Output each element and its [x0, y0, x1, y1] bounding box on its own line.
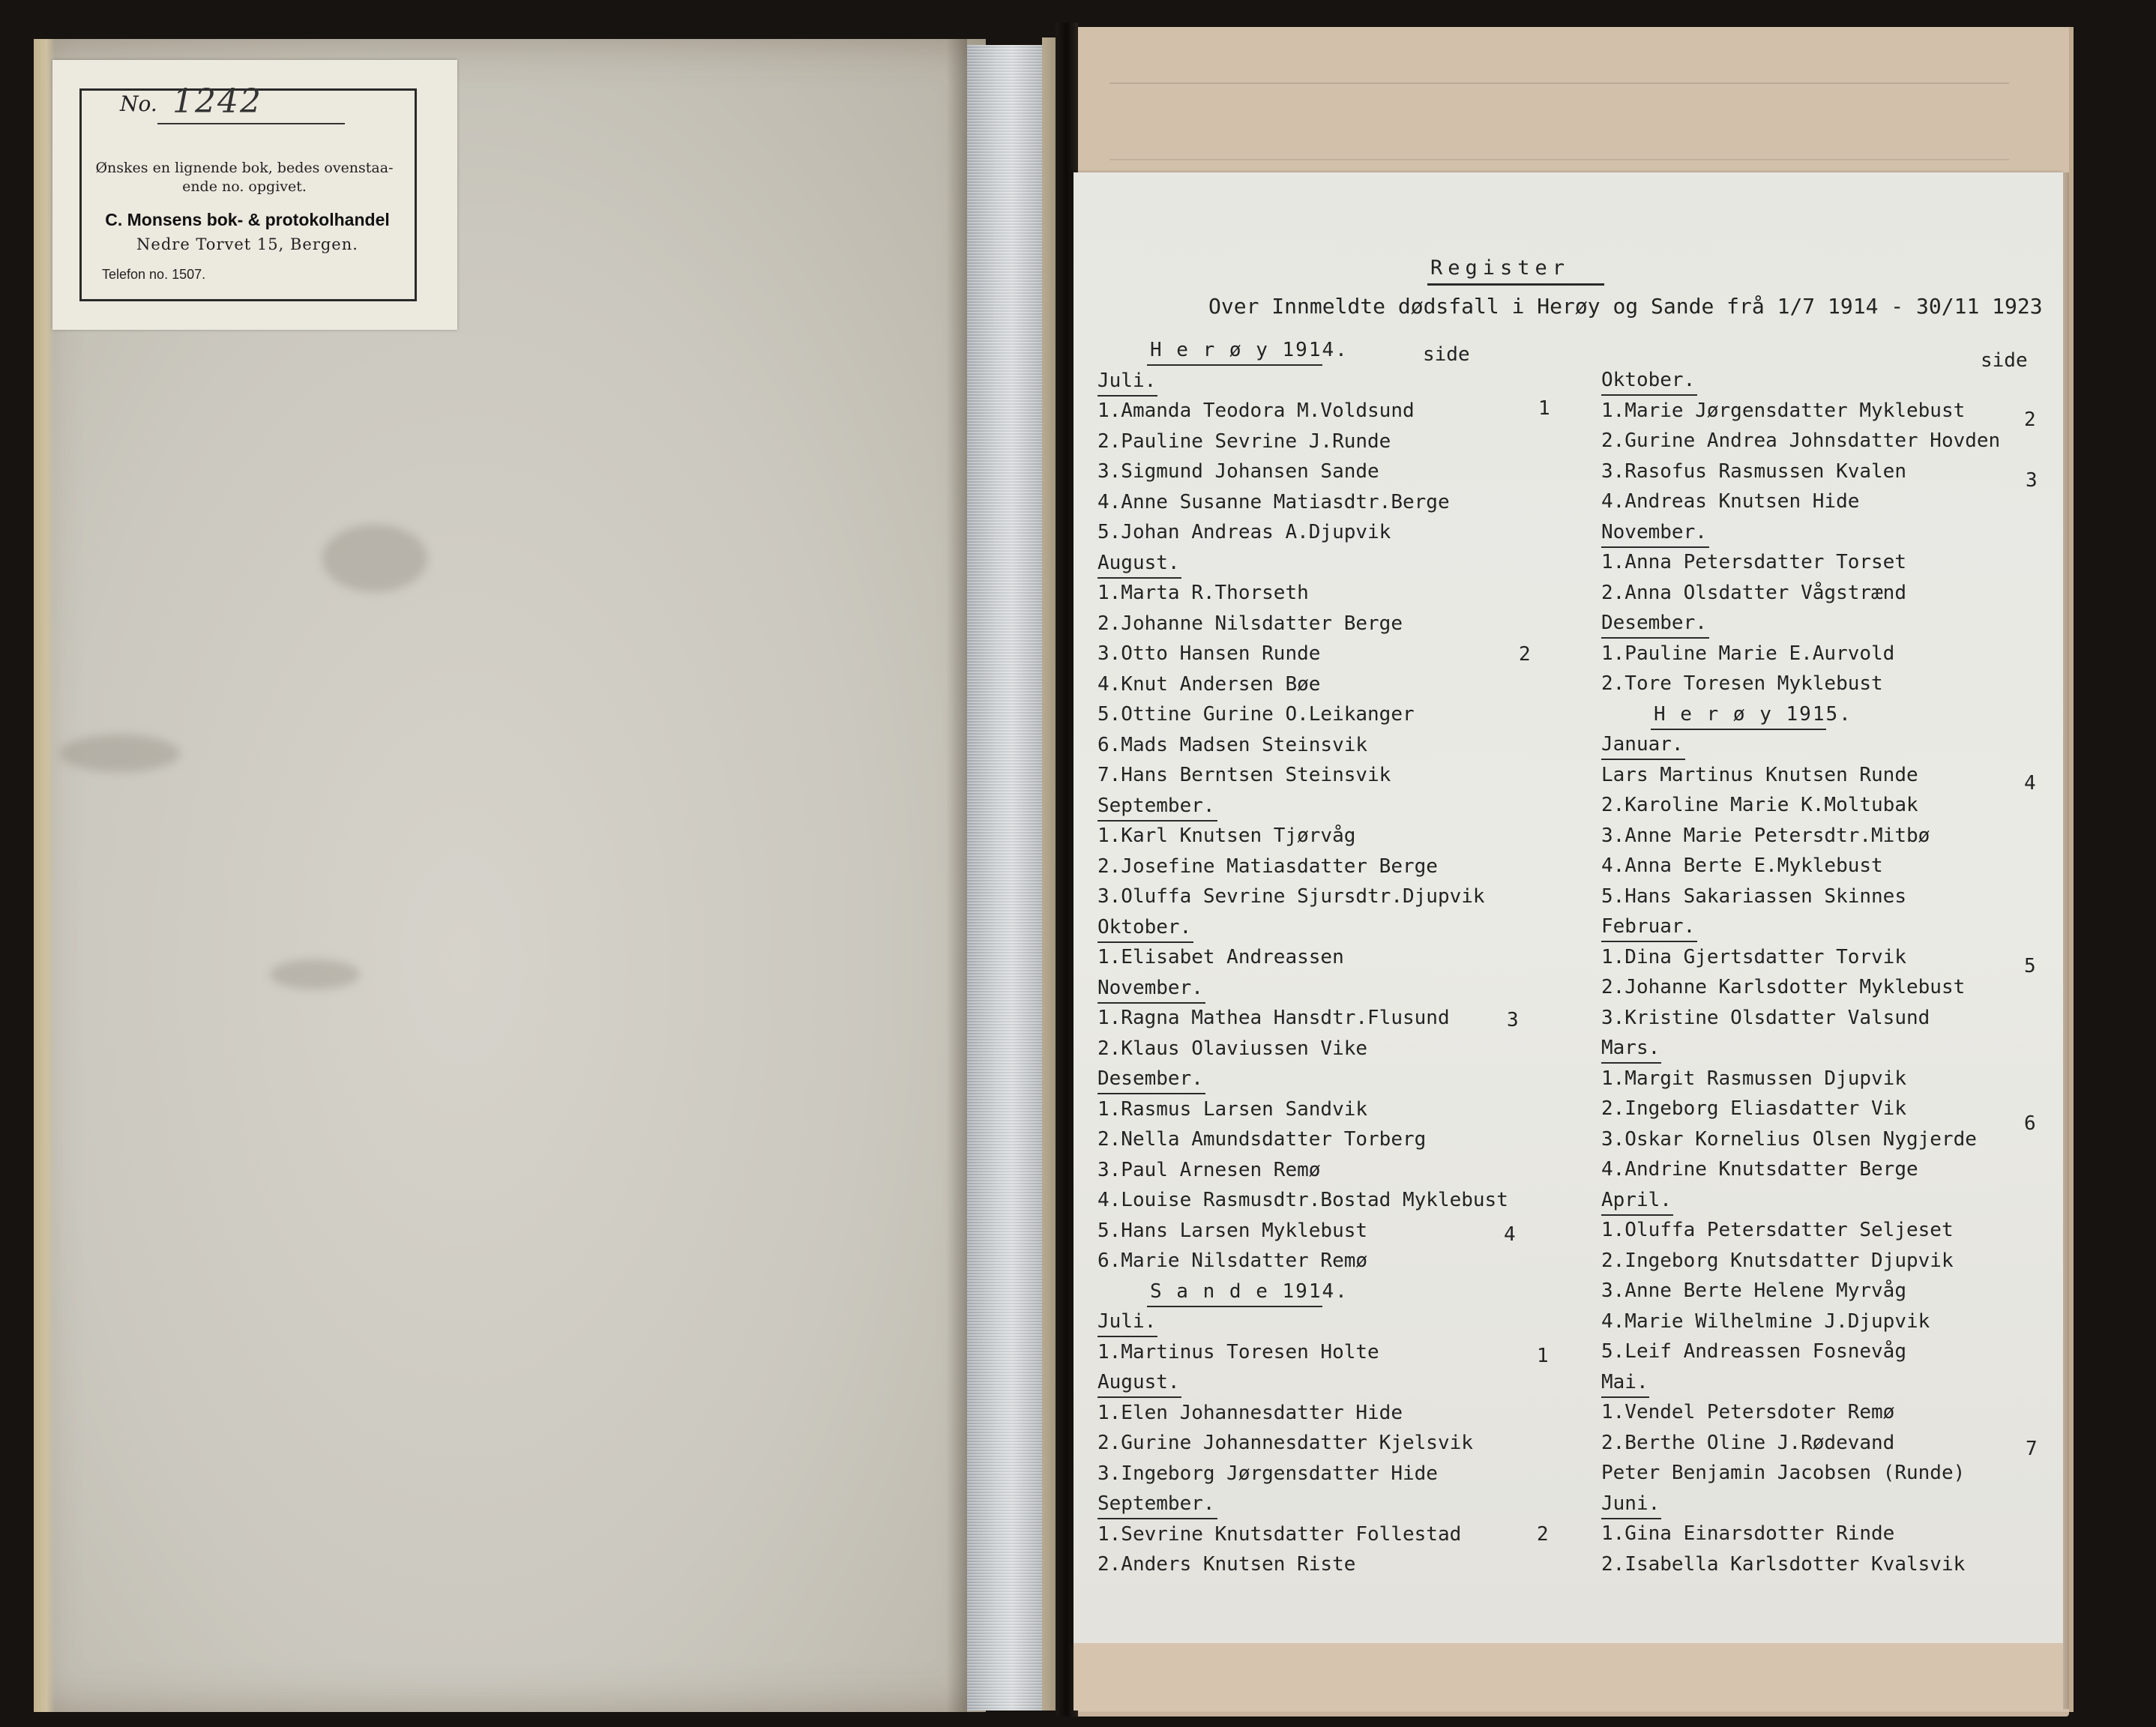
book-spine-cloth — [967, 45, 1042, 1711]
month-heading: Juli. — [1097, 369, 1157, 392]
side-page-number: 1 — [1538, 397, 1550, 420]
side-page-number: 2 — [2024, 409, 2036, 431]
month-heading: Februar. — [1601, 915, 1696, 938]
register-entry: 1.Amanda Teodora M.Voldsund — [1097, 400, 1415, 422]
heading-underline — [1147, 1306, 1322, 1307]
month-heading: April. — [1601, 1188, 1672, 1211]
register-entry: 1.Karl Knutsen Tjørvåg — [1097, 825, 1356, 847]
register-entry: 2.Anna Olsdatter Vågstrænd — [1601, 581, 1906, 604]
register-entry: 4.Louise Rasmusdtr.Bostad Myklebust — [1097, 1189, 1508, 1211]
register-entry: Peter Benjamin Jacobsen (Runde) — [1601, 1462, 1966, 1484]
register-entry: 1.Pauline Marie E.Aurvold — [1601, 642, 1895, 665]
register-entry: 1.Elen Johannesdatter Hide — [1097, 1401, 1403, 1424]
month-heading: Mai. — [1601, 1370, 1648, 1393]
register-entry: 7.Hans Berntsen Steinsvik — [1097, 764, 1391, 786]
label-phone: Telefon no. 1507. — [102, 267, 206, 282]
page-right-edge — [2063, 172, 2069, 1709]
cover-stain — [270, 959, 360, 989]
heading-underline — [1097, 820, 1217, 822]
side-page-number: 7 — [2026, 1438, 2038, 1460]
register-entry: 4.Knut Andersen Bøe — [1097, 672, 1321, 696]
register-entry: 3.Otto Hansen Runde — [1097, 642, 1321, 665]
month-heading: Oktober. — [1601, 369, 1696, 391]
register-entry: 2.Isabella Karlsdotter Kvalsvik — [1601, 1552, 1966, 1576]
register-entry: 2.Johanne Karlsdotter Myklebust — [1601, 976, 1966, 998]
side-page-number: 4 — [1504, 1223, 1516, 1246]
side-page-number: 3 — [1507, 1009, 1519, 1031]
register-entry: 3.Ingeborg Jørgensdatter Hide — [1097, 1462, 1438, 1485]
register-entry: 2.Pauline Sevrine J.Runde — [1097, 430, 1391, 453]
label-number-line — [157, 123, 345, 124]
register-entry: 3.Kristine Olsdatter Valsund — [1601, 1006, 1930, 1029]
heading-underline — [1601, 1062, 1661, 1064]
register-entry: 2.Gurine Johannesdatter Kjelsvik — [1097, 1432, 1473, 1454]
heading-underline — [1601, 1518, 1661, 1519]
register-entry: 1.Ragna Mathea Hansdtr.Flusund — [1097, 1007, 1450, 1029]
side-page-number: 3 — [2026, 469, 2038, 492]
spine-shadow — [946, 39, 967, 1712]
month-heading: November. — [1601, 520, 1707, 543]
month-heading: November. — [1097, 976, 1203, 999]
title-underline — [1427, 283, 1604, 286]
side-page-number: 6 — [2024, 1112, 2036, 1135]
heading-underline — [1601, 759, 1685, 760]
register-entry: 1.Elisabet Andreassen — [1097, 946, 1344, 968]
register-entry: Lars Martinus Knutsen Runde — [1601, 763, 1918, 786]
register-entry: 5.Hans Larsen Myklebust — [1097, 1219, 1368, 1242]
heading-underline — [1651, 729, 1826, 730]
heading-underline — [1097, 1336, 1157, 1337]
heading-underline — [1147, 364, 1322, 366]
heading-underline — [1601, 637, 1709, 639]
register-entry: 1.Vendel Petersdoter Remø — [1601, 1401, 1895, 1423]
register-entry: 1.Marta R.Thorseth — [1097, 582, 1309, 604]
register-entry: 1.Dina Gjertsdatter Torvik — [1601, 945, 1906, 968]
register-entry: 1.Gina Einarsdotter Rinde — [1601, 1522, 1895, 1545]
month-heading: Januar. — [1601, 733, 1684, 756]
register-entry: 2.Ingeborg Eliasdatter Vik — [1601, 1097, 1906, 1120]
label-number-prefix: No. — [120, 91, 157, 116]
heading-underline — [1601, 546, 1709, 548]
page-bottom-edge — [1074, 1643, 2063, 1711]
register-entry: 3.Sigmund Johansen Sande — [1097, 460, 1379, 483]
side-page-number: 4 — [2024, 772, 2036, 795]
register-entry: 6.Mads Madsen Steinsvik — [1097, 733, 1368, 756]
register-entry: 2.Johanne Nilsdatter Berge — [1097, 612, 1403, 635]
month-heading: Desember. — [1601, 612, 1707, 634]
month-heading: August. — [1097, 1371, 1180, 1393]
register-title: Register — [1430, 256, 1571, 280]
heading-underline — [1601, 1396, 1649, 1398]
month-heading: Juli. — [1097, 1310, 1157, 1333]
month-heading: September. — [1097, 794, 1215, 817]
cover-stain — [60, 735, 180, 772]
register-entry: 6.Marie Nilsdatter Remø — [1097, 1250, 1368, 1272]
side-page-number: 2 — [1537, 1523, 1549, 1546]
register-entry: 2.Tore Toresen Myklebust — [1601, 672, 1883, 695]
register-entry: 2.Gurine Andrea Johnsdatter Hovden — [1601, 430, 2001, 452]
month-heading: Oktober. — [1097, 915, 1192, 938]
register-entry: 2.Josefine Matiasdatter Berge — [1097, 855, 1438, 878]
register-entry: 1.Sevrine Knutsdatter Follestad — [1097, 1522, 1462, 1546]
heading-underline — [1097, 1518, 1217, 1519]
register-entry: 3.Anne Marie Petersdtr.Mitbø — [1601, 824, 1930, 847]
month-heading: Juni. — [1601, 1492, 1660, 1515]
heading-underline — [1601, 941, 1697, 942]
register-entry: 5.Ottine Gurine O.Leikanger — [1097, 703, 1415, 726]
label-shop-name: C. Monsens bok- & protokolhandel — [105, 210, 390, 229]
year-heading: S a n d e 1914. — [1150, 1280, 1349, 1303]
heading-underline — [1601, 1214, 1673, 1216]
register-entry: 2.Anders Knutsen Riste — [1097, 1553, 1356, 1576]
heading-underline — [1601, 394, 1697, 396]
heading-underline — [1097, 1002, 1205, 1004]
register-entry: 5.Johan Andreas A.Djupvik — [1097, 521, 1391, 543]
heading-underline — [1097, 395, 1157, 397]
register-entry: 1.Marie Jørgensdatter Myklebust — [1601, 399, 1966, 422]
label-shop-address: Nedre Torvet 15, Bergen. — [136, 235, 358, 253]
register-entry: 5.Leif Andreassen Fosnevåg — [1601, 1340, 1906, 1363]
show-through-lines — [1109, 82, 2009, 160]
register-entry: 4.Andrine Knutsdatter Berge — [1601, 1158, 1918, 1181]
heading-underline — [1097, 941, 1193, 943]
register-entry: 3.Paul Arnesen Remø — [1097, 1158, 1321, 1181]
year-heading: H e r ø y 1914. — [1150, 339, 1349, 361]
register-entry: 2.Karoline Marie K.Moltubak — [1601, 794, 1918, 816]
side-page-number: 5 — [2024, 955, 2036, 977]
register-entry: 2.Nella Amundsdatter Torberg — [1097, 1128, 1427, 1151]
register-entry: 3.Oluffa Sevrine Sjursdtr.Djupvik — [1097, 885, 1485, 908]
register-entry: 2.Berthe Oline J.Rødevand — [1601, 1431, 1895, 1454]
side-column-label-left: side — [1423, 343, 1470, 366]
month-heading: Desember. — [1097, 1067, 1203, 1090]
register-entry: 1.Oluffa Petersdatter Seljeset — [1601, 1219, 1954, 1241]
side-page-number: 1 — [1537, 1345, 1549, 1367]
register-entry: 2.Ingeborg Knutsdatter Djupvik — [1601, 1249, 1954, 1272]
register-entry: 4.Anna Berte E.Myklebust — [1601, 855, 1883, 877]
label-reorder-note: Ønskes en lignende bok, bedes ovenstaa- ende no. opgivet. — [95, 160, 394, 195]
register-entry: 4.Marie Wilhelmine J.Djupvik — [1601, 1309, 1930, 1333]
register-entry: 1.Anna Petersdatter Torset — [1601, 551, 1906, 573]
register-entry: 5.Hans Sakariassen Skinnes — [1601, 884, 1906, 908]
register-entry: 3.Rasofus Rasmussen Kvalen — [1601, 459, 1906, 483]
side-page-number: 2 — [1519, 643, 1531, 666]
side-column-label-right: side — [1981, 349, 2028, 372]
label-handwritten-number: 1242 — [172, 82, 262, 121]
register-entry: 1.Martinus Toresen Holte — [1097, 1340, 1379, 1363]
heading-underline — [1097, 1396, 1181, 1398]
register-entry: 3.Oskar Kornelius Olsen Nygjerde — [1601, 1127, 1977, 1151]
register-entry: 1.Rasmus Larsen Sandvik — [1097, 1097, 1368, 1121]
month-heading: September. — [1097, 1492, 1215, 1515]
register-entry: 1.Margit Rasmussen Djupvik — [1601, 1067, 1906, 1090]
bookseller-label — [52, 60, 457, 330]
register-entry: 4.Andreas Knutsen Hide — [1601, 490, 1860, 513]
month-heading: August. — [1097, 551, 1180, 574]
heading-underline — [1097, 577, 1181, 579]
register-entry: 2.Klaus Olaviussen Vike — [1097, 1037, 1368, 1060]
month-heading: Mars. — [1601, 1037, 1660, 1059]
register-entry: 3.Anne Berte Helene Myrvåg — [1601, 1280, 1906, 1302]
cover-stain — [322, 525, 427, 592]
register-entry: 4.Anne Susanne Matiasdtr.Berge — [1097, 490, 1450, 513]
cover-worn-edge — [34, 39, 55, 1712]
year-heading: H e r ø y 1915. — [1654, 702, 1852, 726]
register-subtitle: Over Innmeldte dødsfall i Herøy og Sande frå 1/7 1914 - 30/11 1923 — [1208, 294, 2043, 319]
heading-underline — [1097, 1093, 1205, 1094]
